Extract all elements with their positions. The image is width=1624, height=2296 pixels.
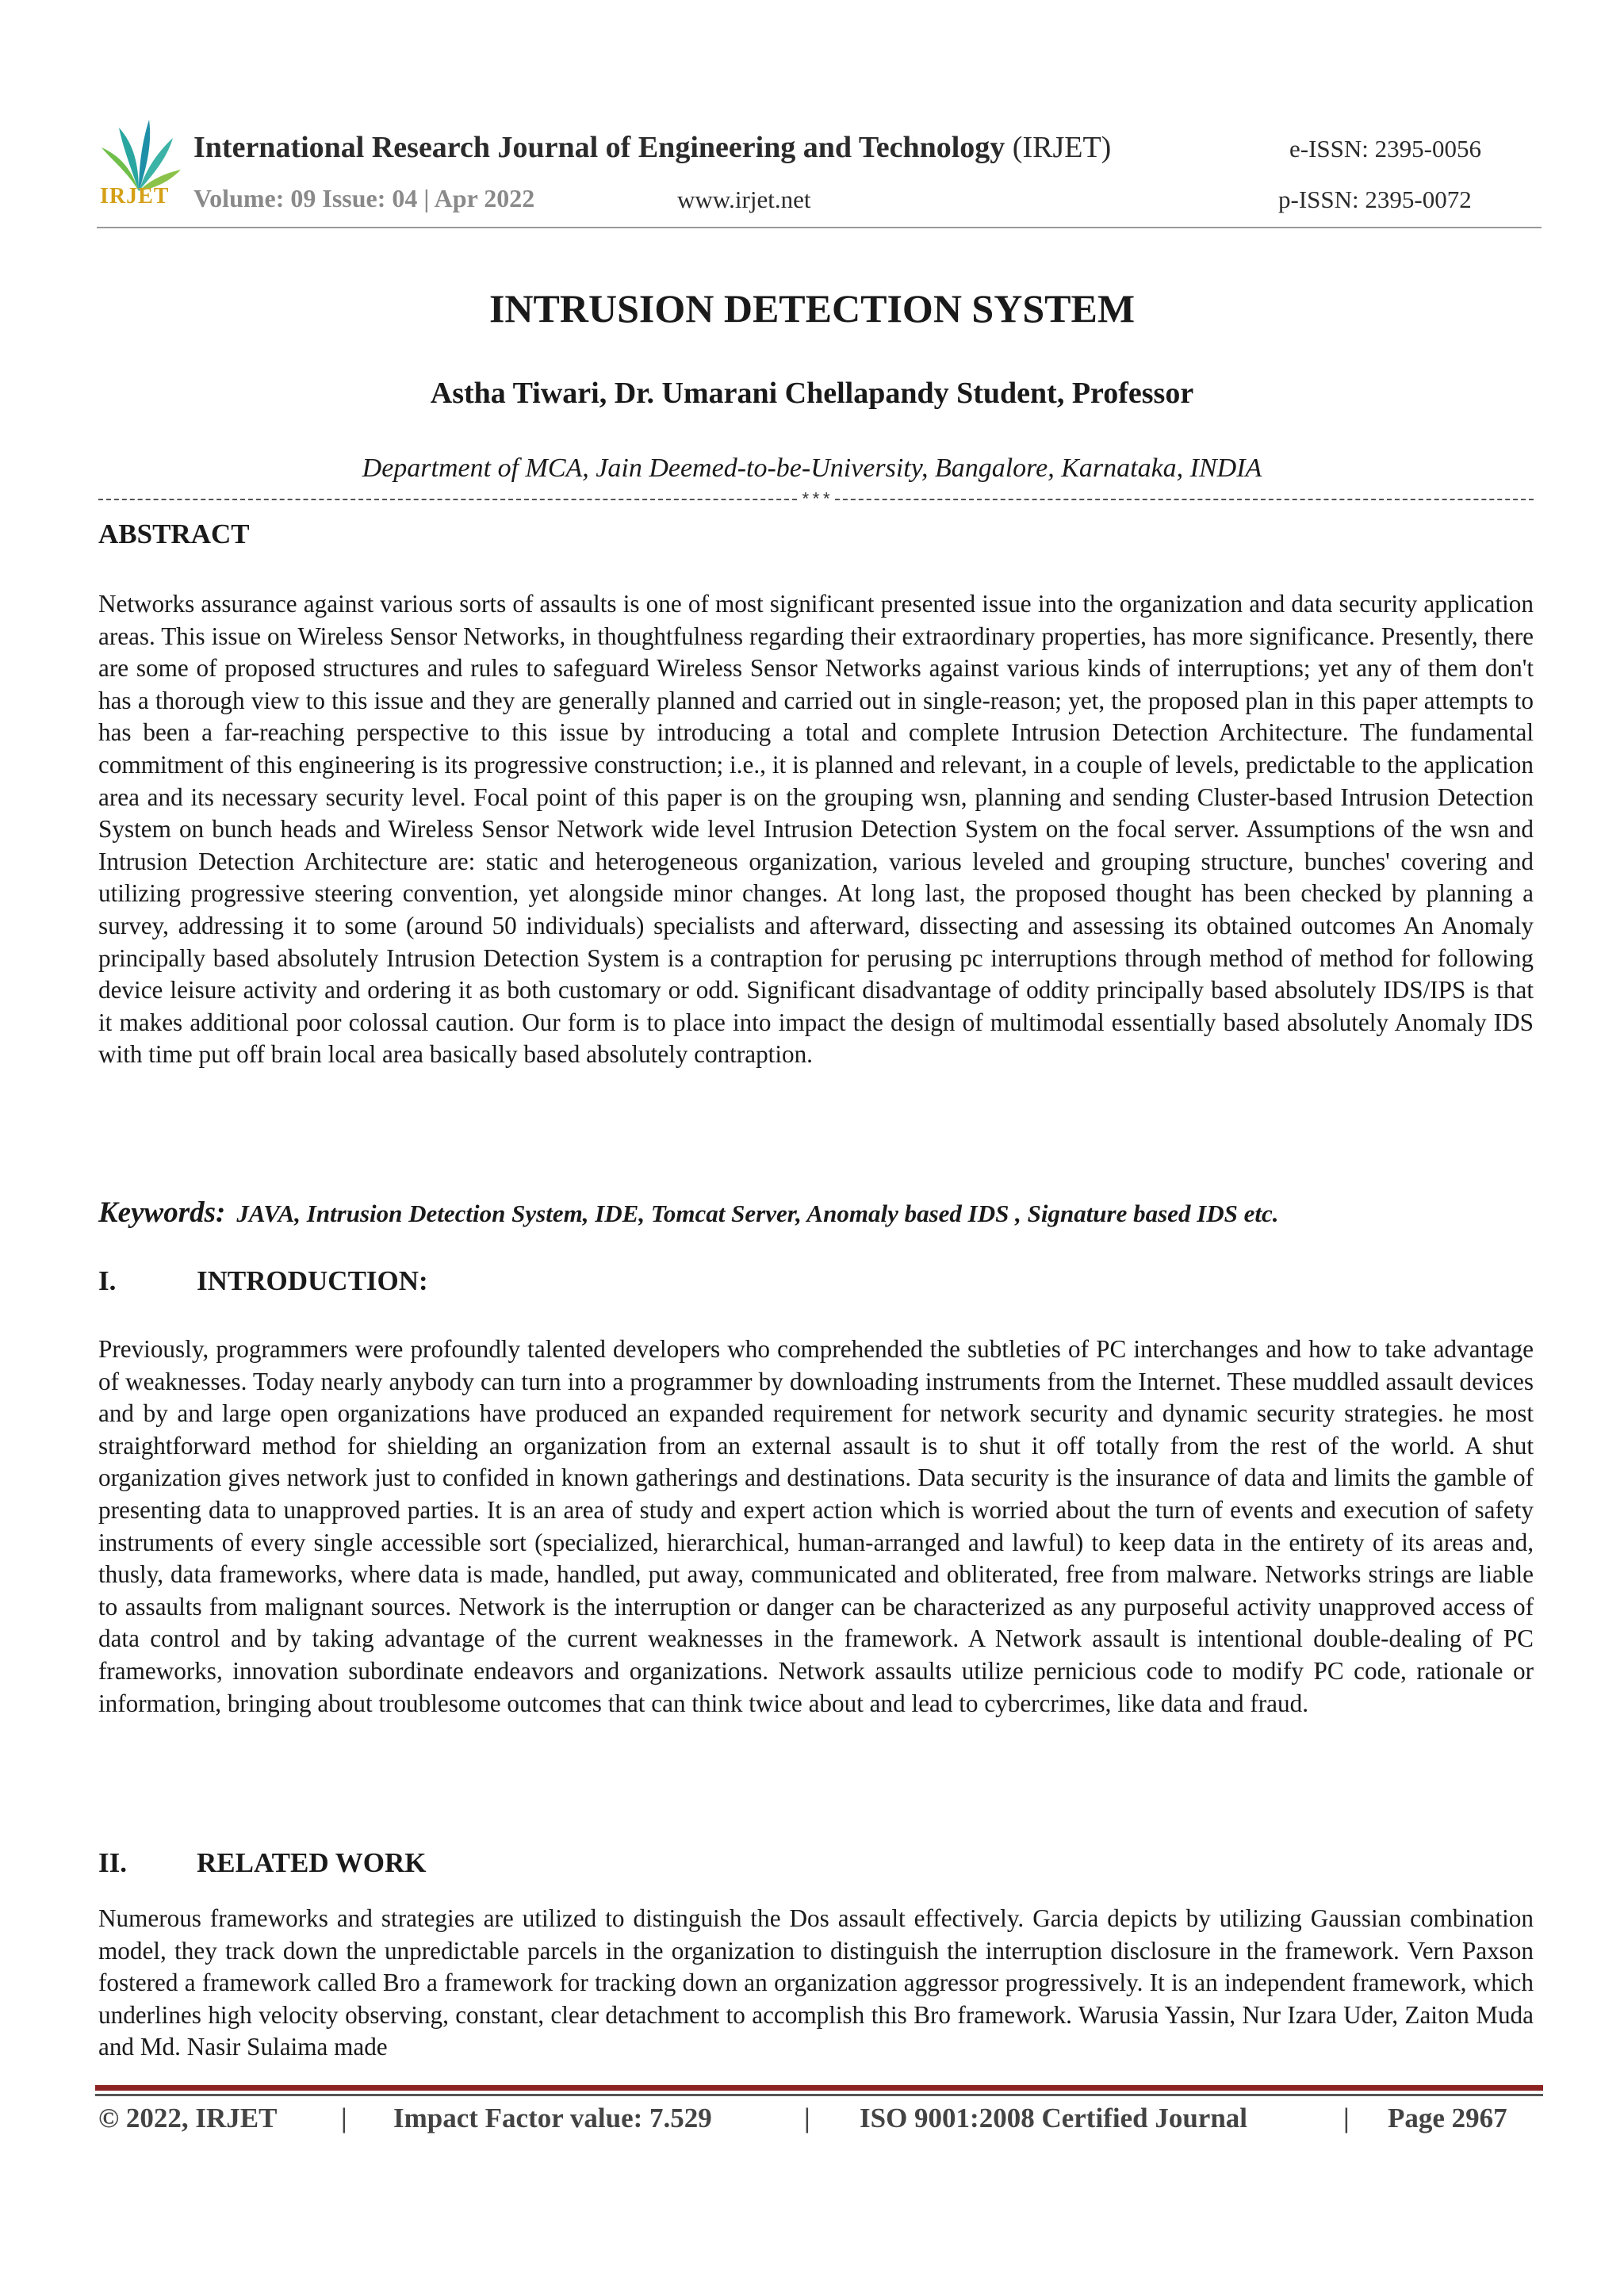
related-work-heading: [98, 1847, 426, 1879]
footer-rule-thick: [95, 2085, 1543, 2091]
affiliation: Department of MCA, Jain Deemed-to-be-University, Bangalore, Karnataka, INDIA: [362, 453, 1262, 483]
introduction-number: I.: [98, 1265, 117, 1296]
footer-impact-factor: Impact Factor value: 7.529: [393, 2103, 712, 2133]
footer-rule-thin: [95, 2094, 1543, 2096]
keywords-label: Keywords:: [98, 1196, 226, 1229]
footer-copyright: © 2022, IRJET: [98, 2103, 278, 2133]
related-work-title: RELATED WORK: [197, 1847, 427, 1878]
introduction-heading: [98, 1265, 428, 1297]
related-work-text: Numerous frameworks and strategies are utilized to distinguish the Dos assault effectively. Garcia depicts by utilizing Gaussian combination model, they track down the unpredictable parcels in the organization to distinguish the interruption disclosure in the framework. Vern Paxson fostered a framework called Bro a framework for tracking down an organization aggressor progressively. It is an independent framework, which underlines high velocity observing, constant, clear detachment to accomplish this Bro framework. Warusia Yassin, Nur Izara Uder, Zaiton Muda and Md. Nasir Sulaima made: [98, 1904, 1534, 2061]
abstract-text: Networks assurance against various sorts of assaults is one of most significant presented issue into the organization and data security application areas. This issue on Wireless Sensor Networks, in thoughtfulness regarding their extraordinary properties, has more significance. Presently, there are some of proposed structures and rules to safeguard Wireless Sensor Networks against various kinds of interruptions; yet any of them don't has a thorough view to this issue and they are generally planned and carried out in single-reason; yet, the proposed plan in this paper attempts to has been a far-reaching perspective to this issue by introducing a total and complete Intrusion Detection Architecture. The fundamental commitment of this engineering is its progressive construction; i.e., it is planned and relevant, in a couple of levels, predictable to the application area and its necessary security level. Focal point of this paper is on the grouping wsn, planning and sending Cluster-based Intrusion Detection System on bunch heads and Wireless Sensor Network wide level Intrusion Detection System on the focal server. Assumptions of the wsn and Intrusion Detection Architecture are: static and heterogeneous organization, various leveled and grouping structure, bunches' covering and utilizing progressive steering convention, yet alongside minor changes. At long last, the proposed thought has been checked by planning a survey, addressing it to some (around 50 individuals) specialists and afterward, dissecting and assessing its obtained outcomes An Anomaly principally based absolutely Intrusion Detection System is a contraption for perusing pc interruptions through method of method for following device leisure activity and ordering it as both customary or odd. Significant disadvantage of oddity principally based absolutely IDS/IPS is that it makes additional poor colossal caution. Our form is to place into impact the design of multimodal essentially based absolutely Anomaly IDS with time put off brain local area basically based absolutely contraption.: [98, 590, 1534, 1069]
separator-dashes-right: [835, 499, 1534, 502]
journal-abbr: (IRJET): [1012, 131, 1112, 164]
introduction-title: INTRODUCTION:: [197, 1265, 428, 1296]
footer-iso: ISO 9001:2008 Certified Journal: [860, 2103, 1248, 2133]
eissn: e-ISSN: 2395-0056: [1289, 135, 1481, 163]
separator-dashes-left: [98, 499, 797, 502]
footer-page-number: Page 2967: [1388, 2103, 1507, 2133]
journal-title: [193, 130, 1111, 165]
abstract-heading: ABSTRACT: [98, 519, 250, 549]
footer-separator: |: [1343, 2103, 1350, 2133]
irjet-logo-text: IRJET: [100, 184, 170, 209]
keywords-text: JAVA, Intrusion Detection System, IDE, Tomcat Server, Anomaly based IDS , Signature based IDS etc.: [236, 1200, 1279, 1227]
paper-title: INTRUSION DETECTION SYSTEM: [488, 286, 1136, 331]
related-work-number: II.: [98, 1847, 127, 1878]
authors: Astha Tiwari, Dr. Umarani Chellapandy Student, Professor: [430, 377, 1194, 410]
introduction-text: Previously, programmers were profoundly talented developers who comprehended the subtleties of PC interchanges and how to take advantage of weaknesses. Today nearly anybody can turn into a programmer by downloading instruments from the Internet. These muddled assault devices and by and large open organizations have produced an expanded requirement for network security and dynamic security strategies. he most straightforward method for shielding an organization from an external assault is to shut it off totally from the rest of the world. A shut organization gives network just to confided in known gatherings and destinations. Data security is the insurance of data and limits the gamble of presenting data to unapproved parties. It is an area of study and expert action which is worried about the turn of events and execution of safety instruments of every single accessible sort (specialized, hierarchical, human-arranged and lawful) to keep data in the entirety of its areas and, thusly, data frameworks, where data is made, handled, put away, communicated and obliterated, free from malware. Networks strings are liable to assaults from malignant sources. Network is the interruption or danger can be characterized as any purposeful activity unapproved access of data control and by taking advantage of the current weaknesses in the framework. A Network assault is intentional double-dealing of PC frameworks, innovation subordinate endeavors and organizations. Network assaults utilize pernicious code to modify PC code, rationale or information, bringing about troublesome outcomes that can think twice about and lead to cybercrimes, like data and fraud.: [98, 1335, 1534, 1717]
separator-stars: ***: [800, 490, 832, 511]
volume-issue: Volume: 09 Issue: 04 | Apr 2022: [193, 184, 535, 212]
separator-line: [98, 487, 1534, 514]
journal-website-link[interactable]: www.irjet.net: [677, 186, 811, 213]
pissn: p-ISSN: 2395-0072: [1278, 186, 1472, 213]
footer-separator: |: [804, 2103, 810, 2133]
header-divider: [97, 227, 1542, 228]
footer-separator: |: [341, 2103, 347, 2133]
keywords: [98, 1196, 1534, 1230]
journal-name: International Research Journal of Engineering and Technology: [193, 131, 1005, 164]
